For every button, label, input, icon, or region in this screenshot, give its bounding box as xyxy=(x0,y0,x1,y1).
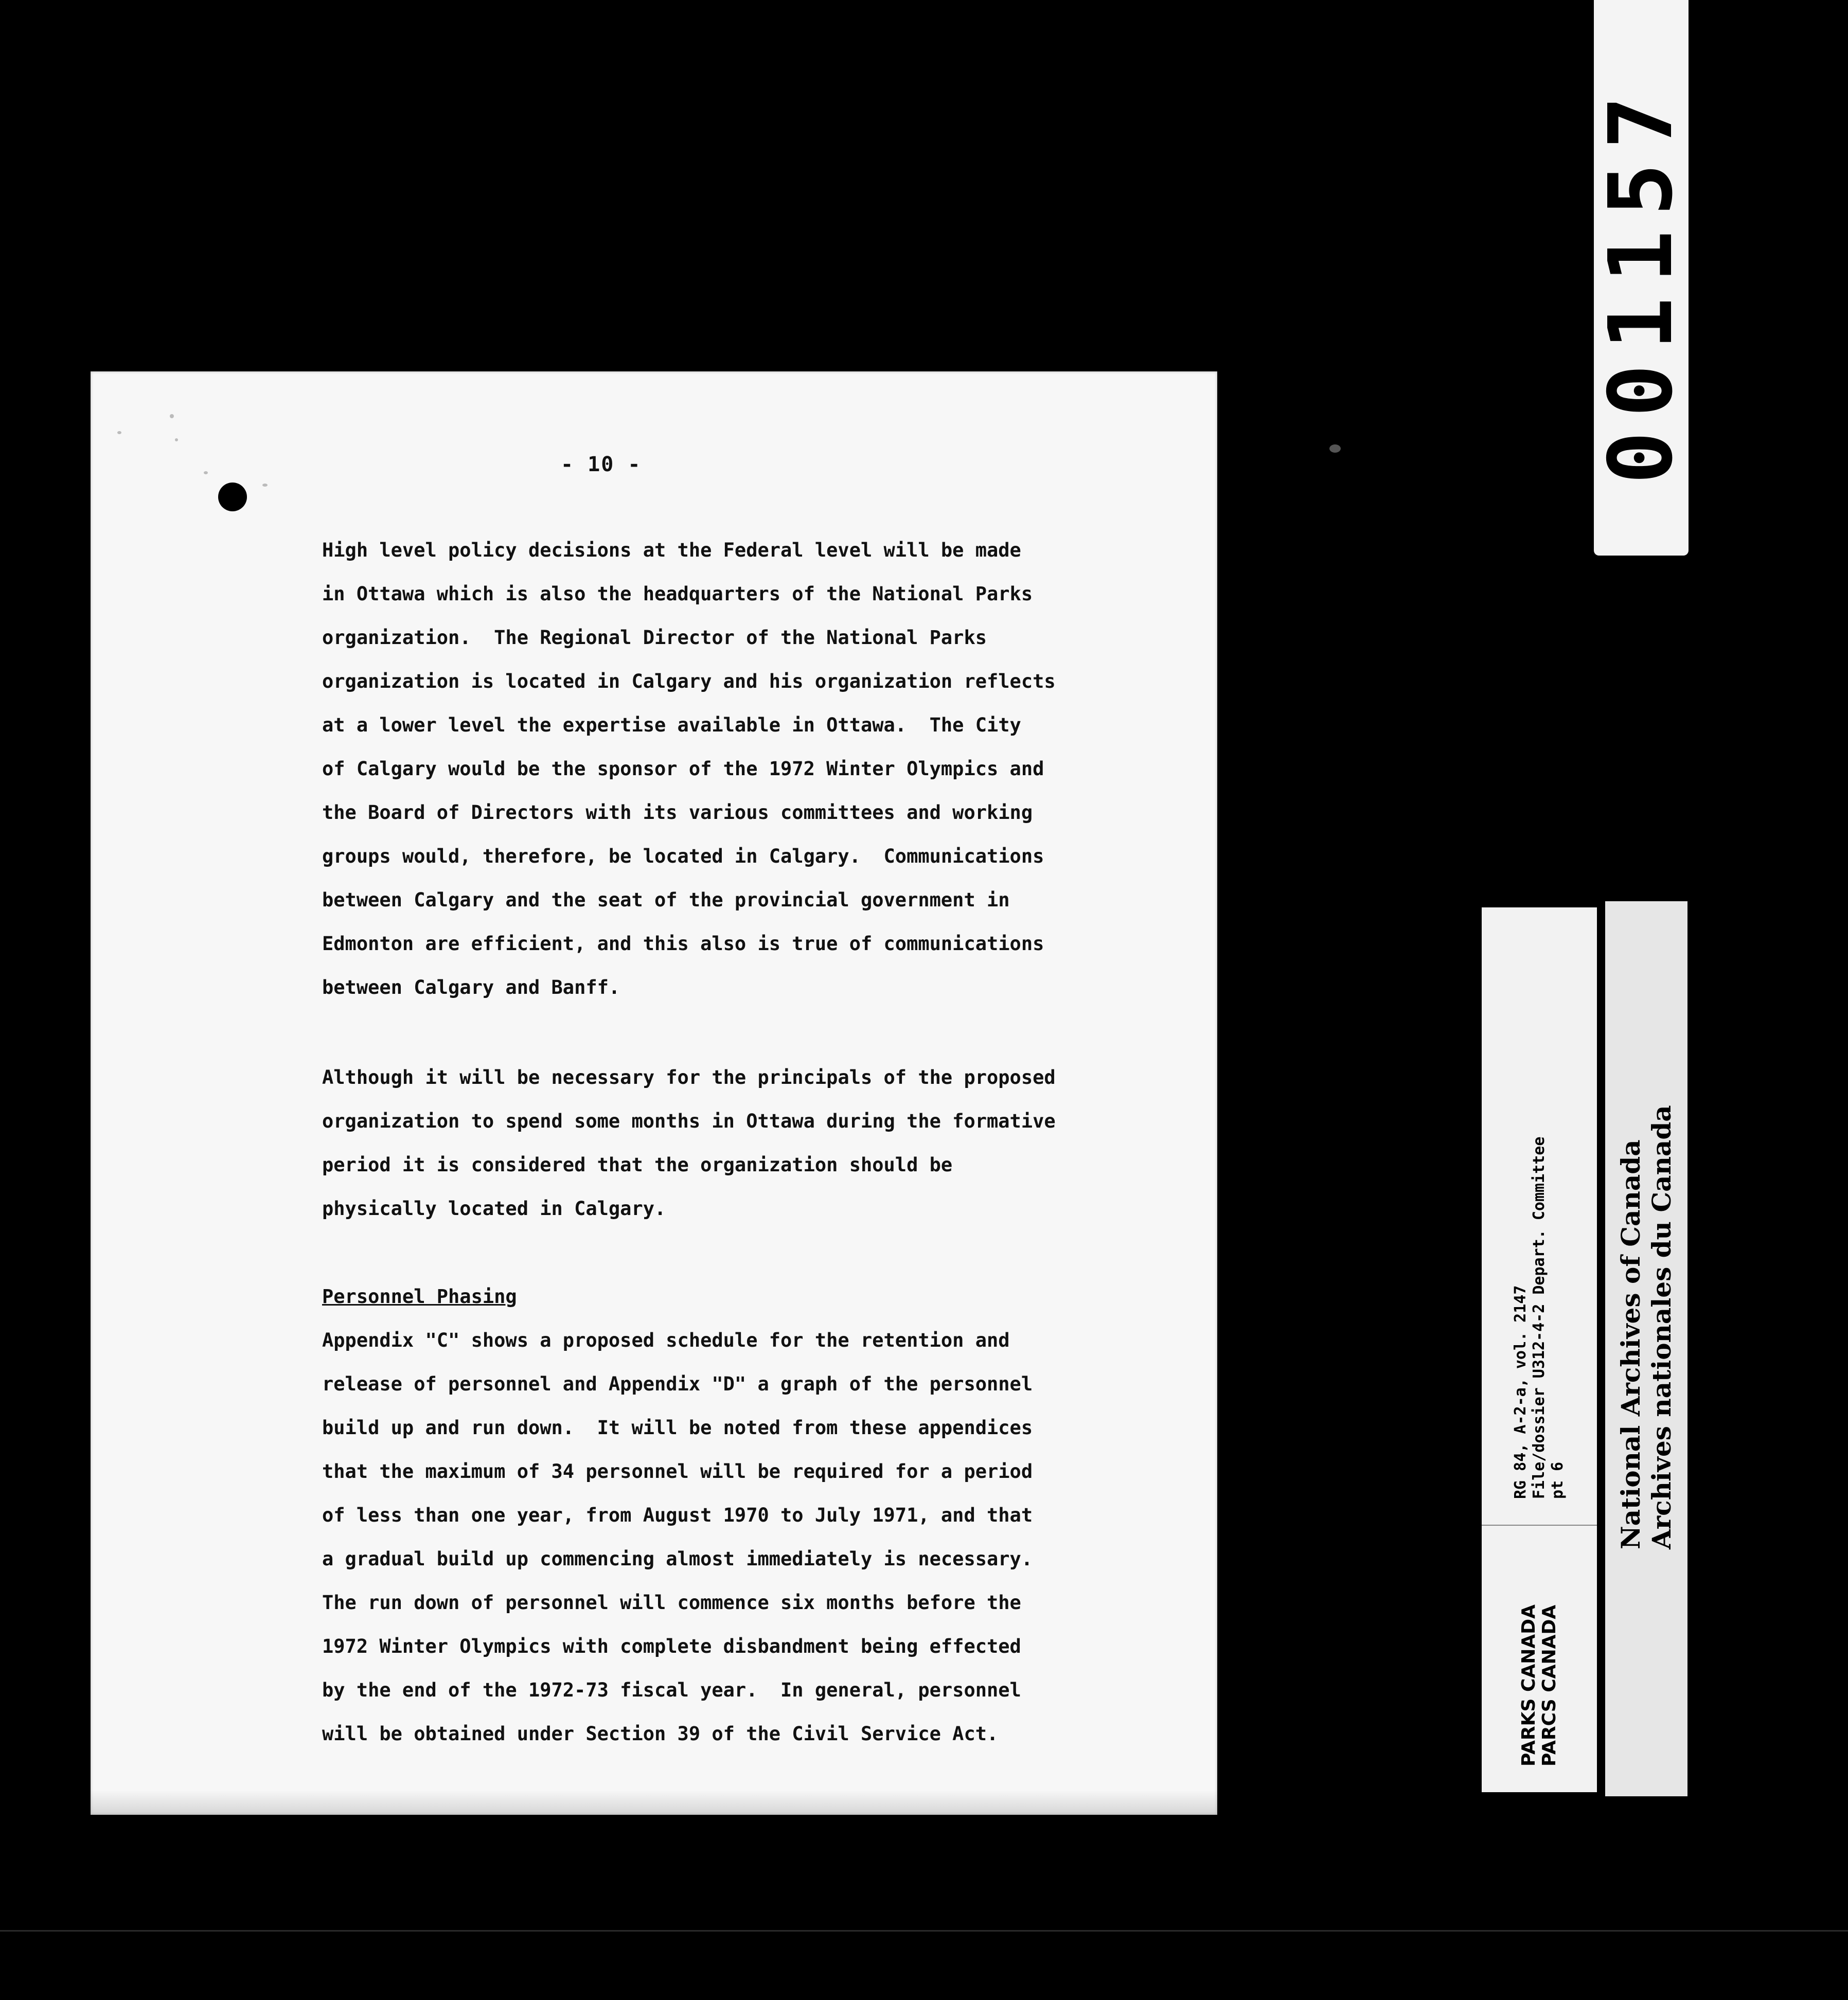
text-line: a gradual build up commencing almost immediately is necessary. xyxy=(322,1548,1033,1570)
speck xyxy=(175,438,178,441)
reference-line: File/dossier U312-4-2 Depart. Committee xyxy=(1530,1136,1548,1499)
text-line: at a lower level the expertise available in Ottawa. The City xyxy=(322,714,1021,736)
text-line: the Board of Directors with its various committees and working xyxy=(322,801,1033,824)
speck xyxy=(117,431,121,434)
text-line: physically located in Calgary. xyxy=(322,1198,666,1220)
text-line: by the end of the 1972-73 fiscal year. In general, personnel xyxy=(322,1679,1021,1701)
text-line: build up and run down. It will be noted from these appendices xyxy=(322,1417,1033,1439)
speck xyxy=(170,414,174,418)
text-line: Although it will be necessary for the principals of the proposed xyxy=(322,1066,1056,1088)
text-line: The run down of personnel will commence six months before the xyxy=(322,1592,1021,1614)
speck xyxy=(262,484,268,487)
agency-line: PARCS CANADA xyxy=(1539,1604,1560,1766)
speck xyxy=(204,471,208,474)
agency-line: PARKS CANADA xyxy=(1518,1604,1539,1766)
text-line: organization is located in Calgary and his organization reflects xyxy=(322,670,1056,692)
text-line: High level policy decisions at the Federal level will be made xyxy=(322,539,1021,561)
reference-line: pt 6 xyxy=(1549,1461,1567,1499)
scan-smudge xyxy=(91,1790,1217,1815)
section-heading-block xyxy=(322,1275,1053,1318)
archives-name-en: National Archives of Canada xyxy=(1615,1139,1646,1549)
section-heading: Personnel Phasing xyxy=(322,1285,517,1308)
text-line: that the maximum of 34 personnel will be required for a period xyxy=(322,1460,1033,1483)
text-line: will be obtained under Section 39 of the Civil Service Act. xyxy=(322,1723,999,1745)
reel-number: 001157 xyxy=(1590,81,1692,485)
text-line: between Calgary and Banff. xyxy=(322,976,620,998)
text-line: organization. The Regional Director of the National Parks xyxy=(322,627,987,649)
archive-reference-label xyxy=(1482,907,1597,1792)
text-line: in Ottawa which is also the headquarters of the National Parks xyxy=(322,583,1033,605)
punch-hole xyxy=(218,483,247,511)
text-line: of less than one year, from August 1970 to July 1971, and that xyxy=(322,1504,1033,1526)
text-line: release of personnel and Appendix "D" a graph of the personnel xyxy=(322,1373,1033,1395)
reel-number-strip xyxy=(1590,0,1692,556)
text-line: Edmonton are efficient, and this also is true of communications xyxy=(322,933,1044,955)
paragraph-3 xyxy=(322,1318,1053,1756)
reference-text xyxy=(1512,933,1567,1499)
archives-name-label xyxy=(1605,901,1687,1796)
agency-text xyxy=(1519,1550,1560,1766)
text-line: 1972 Winter Olympics with complete disbandment being effected xyxy=(322,1635,1021,1657)
speck xyxy=(1329,444,1341,453)
paragraph-1 xyxy=(322,528,1056,1009)
text-line: of Calgary would be the sponsor of the 1972 Winter Olympics and xyxy=(322,758,1044,780)
text-line: period it is considered that the organization should be xyxy=(322,1154,953,1176)
archives-name-fr: Archives nationales du Canada xyxy=(1646,1105,1677,1549)
reference-line: RG 84, A-2-a, vol. 2147 xyxy=(1512,1285,1530,1499)
text-line: between Calgary and the seat of the provincial government in xyxy=(322,889,1010,911)
text-line: Appendix "C" shows a proposed schedule for the retention and xyxy=(322,1329,1010,1351)
reel-digits xyxy=(1590,15,1692,550)
text-line: groups would, therefore, be located in Calgary. Communications xyxy=(322,845,1044,867)
archives-name-text xyxy=(1615,1086,1677,1549)
paragraph-2 xyxy=(322,1056,1056,1230)
label-divider xyxy=(1482,1525,1597,1526)
text-line: organization to spend some months in Ottawa during the formative xyxy=(322,1110,1056,1132)
page-number: - 10 - xyxy=(561,453,642,476)
film-edge-line xyxy=(0,1930,1848,1932)
